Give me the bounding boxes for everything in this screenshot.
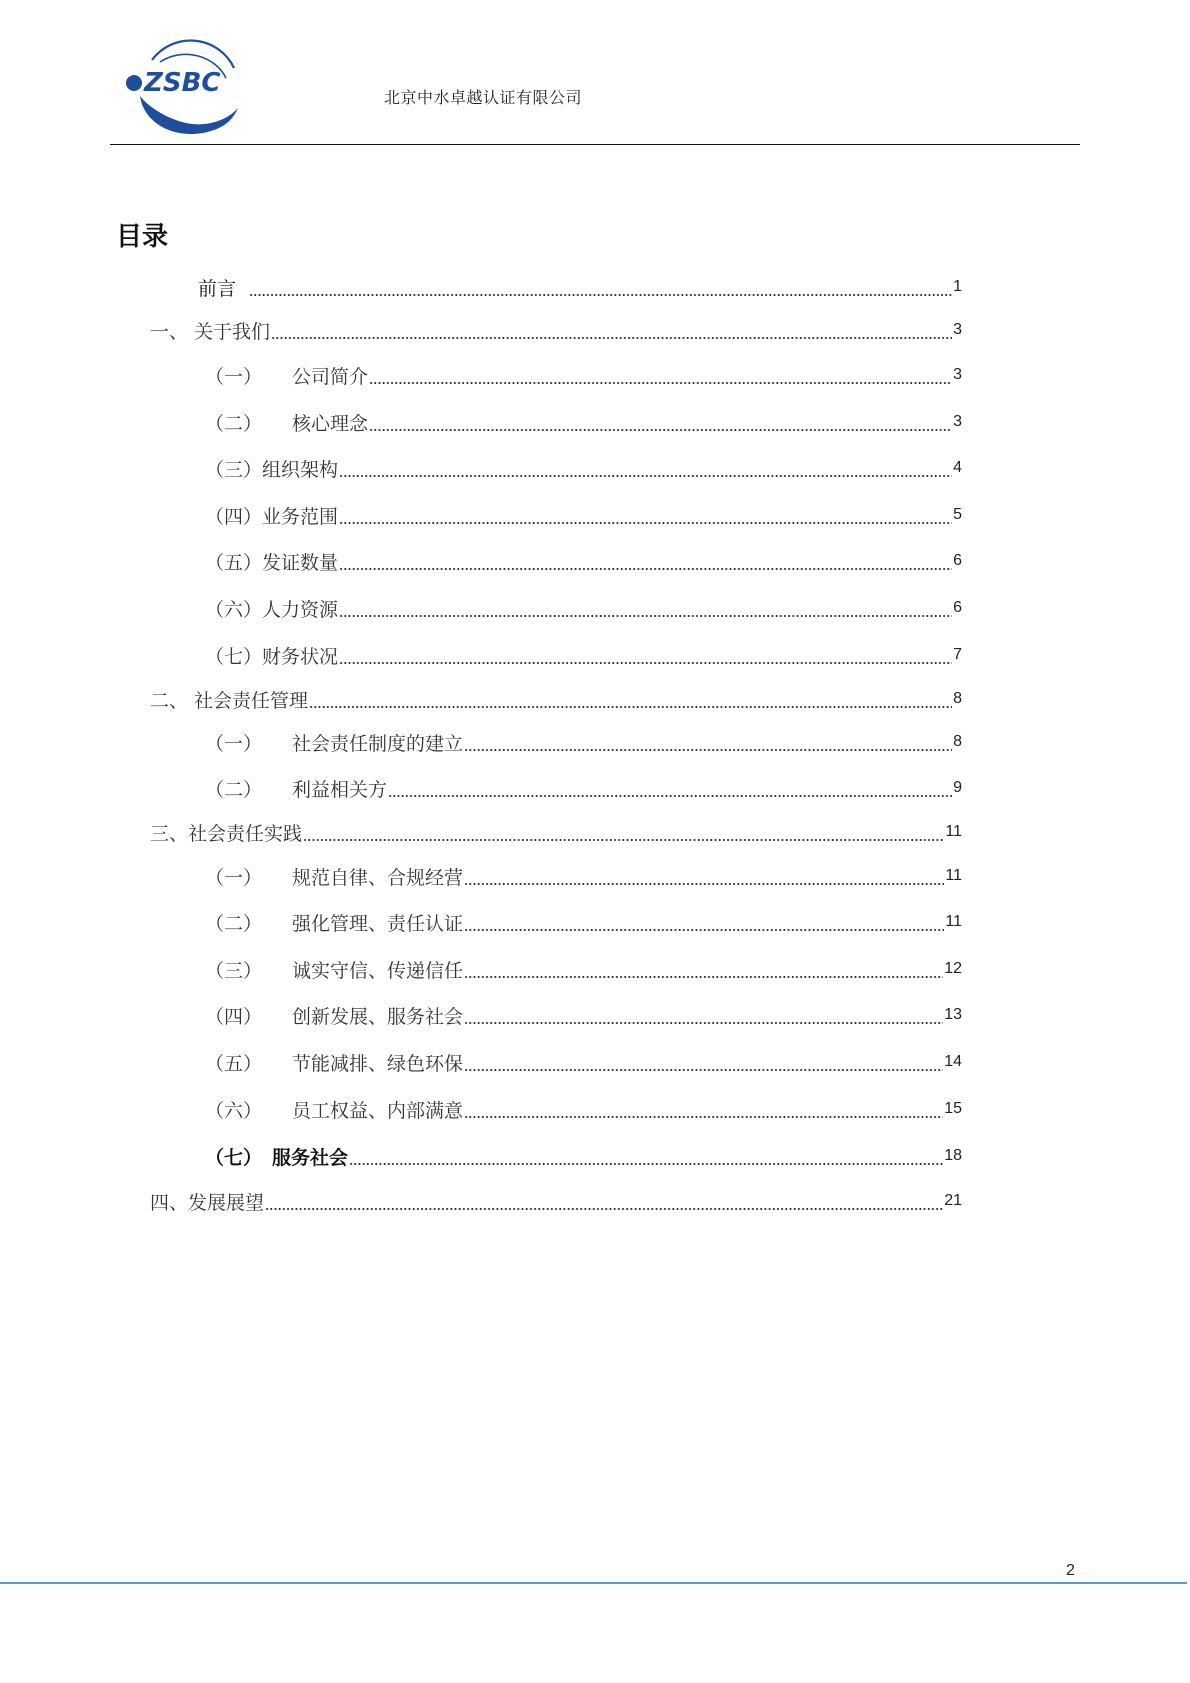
toc-entry-page: 11 bbox=[945, 823, 962, 840]
toc-entry-human-resources[interactable] bbox=[205, 595, 962, 621]
toc-entry-text: 强化管理、责任认证 bbox=[292, 912, 464, 935]
toc-entry-page: 13 bbox=[944, 1006, 962, 1023]
dot-leader bbox=[464, 956, 943, 982]
toc-entry-text: 组织架构 bbox=[262, 458, 339, 481]
toc-entry-innovation[interactable] bbox=[205, 1002, 962, 1028]
logo-text: ZSBC bbox=[144, 68, 221, 98]
toc-entry-number: （二） bbox=[205, 912, 263, 935]
toc-entry-page: 11 bbox=[945, 913, 962, 930]
toc-entry-number: 四、 bbox=[150, 1191, 189, 1214]
dot-leader bbox=[464, 1096, 943, 1122]
toc-entry-compliance[interactable] bbox=[205, 863, 962, 889]
toc-entry-number: （六） bbox=[205, 1099, 263, 1122]
toc-entry-text: 业务范围 bbox=[262, 505, 339, 528]
toc-entry-page: 7 bbox=[953, 646, 962, 663]
toc-entry-number: （四） bbox=[205, 505, 263, 528]
dot-leader bbox=[309, 686, 952, 712]
dot-leader bbox=[349, 1143, 943, 1169]
toc-entry-integrity[interactable] bbox=[205, 956, 962, 982]
toc-entry-org-structure[interactable] bbox=[205, 455, 962, 481]
toc-entry-number: （五） bbox=[205, 551, 263, 574]
toc-entry-number: 三、 bbox=[150, 822, 189, 845]
toc-entry-page: 14 bbox=[944, 1053, 962, 1070]
dot-leader bbox=[339, 595, 952, 621]
dot-leader bbox=[265, 1188, 943, 1214]
toc-entry-text: 服务社会 bbox=[272, 1146, 349, 1169]
toc-entry-text: 社会责任管理 bbox=[194, 689, 309, 712]
toc-entry-number: （七） bbox=[205, 645, 263, 668]
toc-entry-page: 11 bbox=[945, 867, 962, 884]
toc-entry-csr-system[interactable] bbox=[205, 729, 962, 755]
toc-entry-text: 核心理念 bbox=[292, 412, 369, 435]
toc-entry-text: 节能减排、绿色环保 bbox=[292, 1052, 464, 1075]
toc-entry-page: 1 bbox=[953, 278, 962, 295]
footer-divider bbox=[0, 1582, 1187, 1584]
dot-leader bbox=[388, 775, 952, 801]
toc-entry-page: 6 bbox=[953, 552, 962, 569]
dot-leader bbox=[271, 317, 952, 343]
toc-entry-text: 发证数量 bbox=[262, 551, 339, 574]
toc-entry-text: 诚实守信、传递信任 bbox=[292, 959, 464, 982]
toc-entry-text: 创新发展、服务社会 bbox=[292, 1005, 464, 1028]
dot-leader bbox=[249, 274, 952, 300]
dot-leader bbox=[464, 729, 952, 755]
toc-entry-page: 3 bbox=[953, 366, 962, 383]
toc-entry-text: 社会责任制度的建立 bbox=[292, 732, 464, 755]
dot-leader bbox=[303, 819, 944, 845]
toc-entry-company-profile[interactable] bbox=[205, 362, 962, 388]
dot-leader bbox=[339, 455, 952, 481]
toc-entry-page: 12 bbox=[944, 960, 962, 977]
toc-entry-page: 3 bbox=[953, 321, 962, 338]
toc-entry-page: 18 bbox=[944, 1147, 962, 1164]
toc-entry-number: （三） bbox=[205, 458, 263, 481]
toc-entry-page: 8 bbox=[953, 690, 962, 707]
toc-entry-text: 员工权益、内部满意 bbox=[292, 1099, 464, 1122]
toc-entry-text: 财务状况 bbox=[262, 645, 339, 668]
toc-entry-csr-practice[interactable] bbox=[150, 819, 962, 845]
dot-leader bbox=[339, 548, 952, 574]
toc-entry-page: 21 bbox=[944, 1192, 962, 1209]
toc-entry-page: 5 bbox=[953, 506, 962, 523]
toc-entry-number: （四） bbox=[205, 1005, 263, 1028]
dot-leader bbox=[464, 1002, 943, 1028]
toc-entry-number: （二） bbox=[205, 778, 263, 801]
toc-entry-number: 二、 bbox=[150, 689, 189, 712]
toc-entry-text: 人力资源 bbox=[262, 598, 339, 621]
toc-entry-text: 关于我们 bbox=[194, 320, 271, 343]
toc-entry-page: 3 bbox=[953, 413, 962, 430]
toc-entry-text: 规范自律、合规经营 bbox=[292, 866, 464, 889]
toc-entry-text: 利益相关方 bbox=[292, 778, 388, 801]
toc-entry-page: 9 bbox=[953, 779, 962, 796]
toc-entry-certificates-issued[interactable] bbox=[205, 548, 962, 574]
toc-entry-number: （二） bbox=[205, 412, 263, 435]
toc-entry-serve-society[interactable] bbox=[205, 1143, 962, 1169]
toc-entry-employee-rights[interactable] bbox=[205, 1096, 962, 1122]
toc-entry-number: （六） bbox=[205, 598, 263, 621]
toc-entry-number: （七） bbox=[205, 1146, 263, 1169]
toc-entry-financial-status[interactable] bbox=[205, 642, 962, 668]
toc-entry-number: 一、 bbox=[150, 320, 189, 343]
toc-entry-page: 8 bbox=[953, 733, 962, 750]
toc-entry-text: 前言 bbox=[198, 277, 237, 300]
toc-entry-business-scope[interactable] bbox=[205, 502, 962, 528]
toc-entry-text: 社会责任实践 bbox=[188, 822, 303, 845]
toc-entry-number: （一） bbox=[205, 365, 263, 388]
dot-leader bbox=[339, 502, 952, 528]
toc-entry-text: 发展展望 bbox=[188, 1191, 265, 1214]
dot-leader bbox=[464, 1049, 943, 1075]
dot-leader bbox=[464, 909, 944, 935]
toc-entry-outlook[interactable] bbox=[150, 1188, 962, 1214]
toc-entry-preface[interactable] bbox=[198, 274, 962, 300]
dot-leader bbox=[369, 409, 952, 435]
toc-entry-number: （一） bbox=[205, 732, 263, 755]
dot-leader bbox=[339, 642, 952, 668]
toc-entry-text: 公司简介 bbox=[292, 365, 369, 388]
toc-entry-page: 15 bbox=[944, 1100, 962, 1117]
company-name: 北京中水卓越认证有限公司 bbox=[384, 88, 583, 107]
toc-entry-page: 6 bbox=[953, 599, 962, 616]
toc-entry-stakeholders[interactable] bbox=[205, 775, 962, 801]
toc-entry-csr-management[interactable] bbox=[150, 686, 962, 712]
toc-entry-responsible-certification[interactable] bbox=[205, 909, 962, 935]
toc-entry-core-values[interactable] bbox=[205, 409, 962, 435]
toc-entry-number: （一） bbox=[205, 866, 263, 889]
toc-entry-page: 4 bbox=[953, 459, 962, 476]
dot-leader bbox=[464, 863, 944, 889]
toc-entry-number: （五） bbox=[205, 1052, 263, 1075]
dot-leader bbox=[369, 362, 952, 388]
toc-entry-green[interactable] bbox=[205, 1049, 962, 1075]
toc-title: 目录 bbox=[116, 222, 169, 252]
toc-entry-number: （三） bbox=[205, 959, 263, 982]
page-number: 2 bbox=[1066, 1562, 1075, 1579]
toc-entry-about-us[interactable] bbox=[150, 317, 962, 343]
